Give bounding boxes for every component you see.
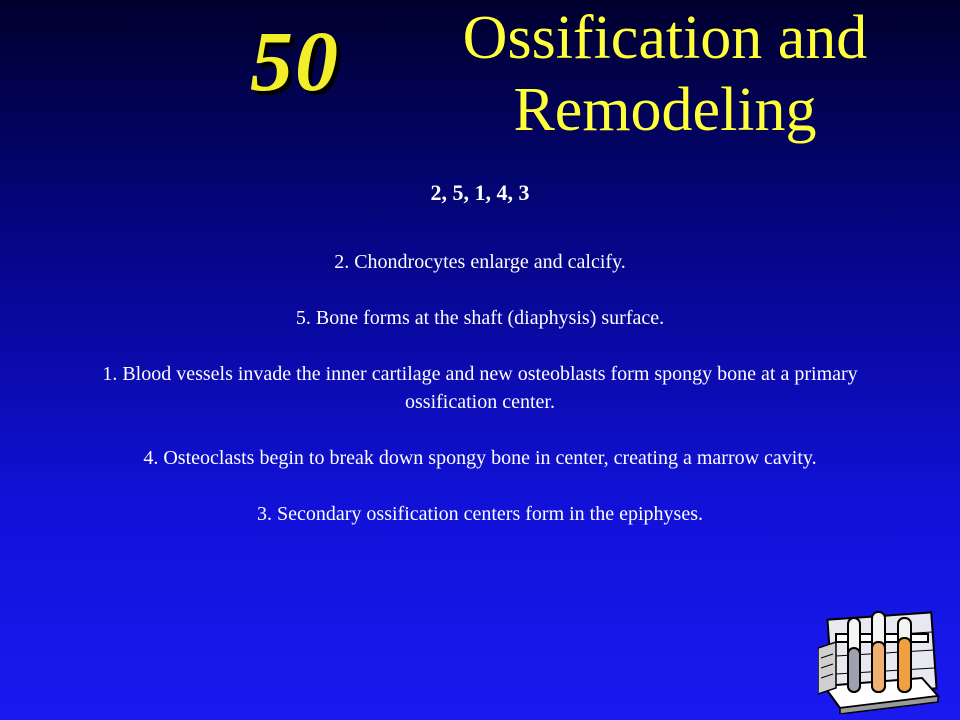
- slide-title: [380, 2, 950, 146]
- step-item: 1. Blood vessels invade the inner cartilage and new osteoblasts form spongy bone at a primary ossification center.: [102, 363, 858, 413]
- step-item: 2. Chondrocytes enlarge and calcify.: [334, 251, 626, 273]
- step-item: 3. Secondary ossification centers form in the epiphyses.: [257, 503, 703, 525]
- step-item: 5. Bone forms at the shaft (diaphysis) surface.: [295, 307, 665, 329]
- step-item: 4. Osteoclasts begin to break down spongy bone in center, creating a marrow cavity.: [143, 447, 817, 469]
- title-line-2: Remodeling: [513, 76, 817, 144]
- test-tubes-icon: [818, 598, 944, 714]
- title-line-1: Ossification and: [462, 4, 868, 72]
- answer-sequence: 2, 5, 1, 4, 3: [430, 180, 530, 205]
- point-value: 50: [250, 13, 340, 109]
- steps-list: [60, 248, 900, 556]
